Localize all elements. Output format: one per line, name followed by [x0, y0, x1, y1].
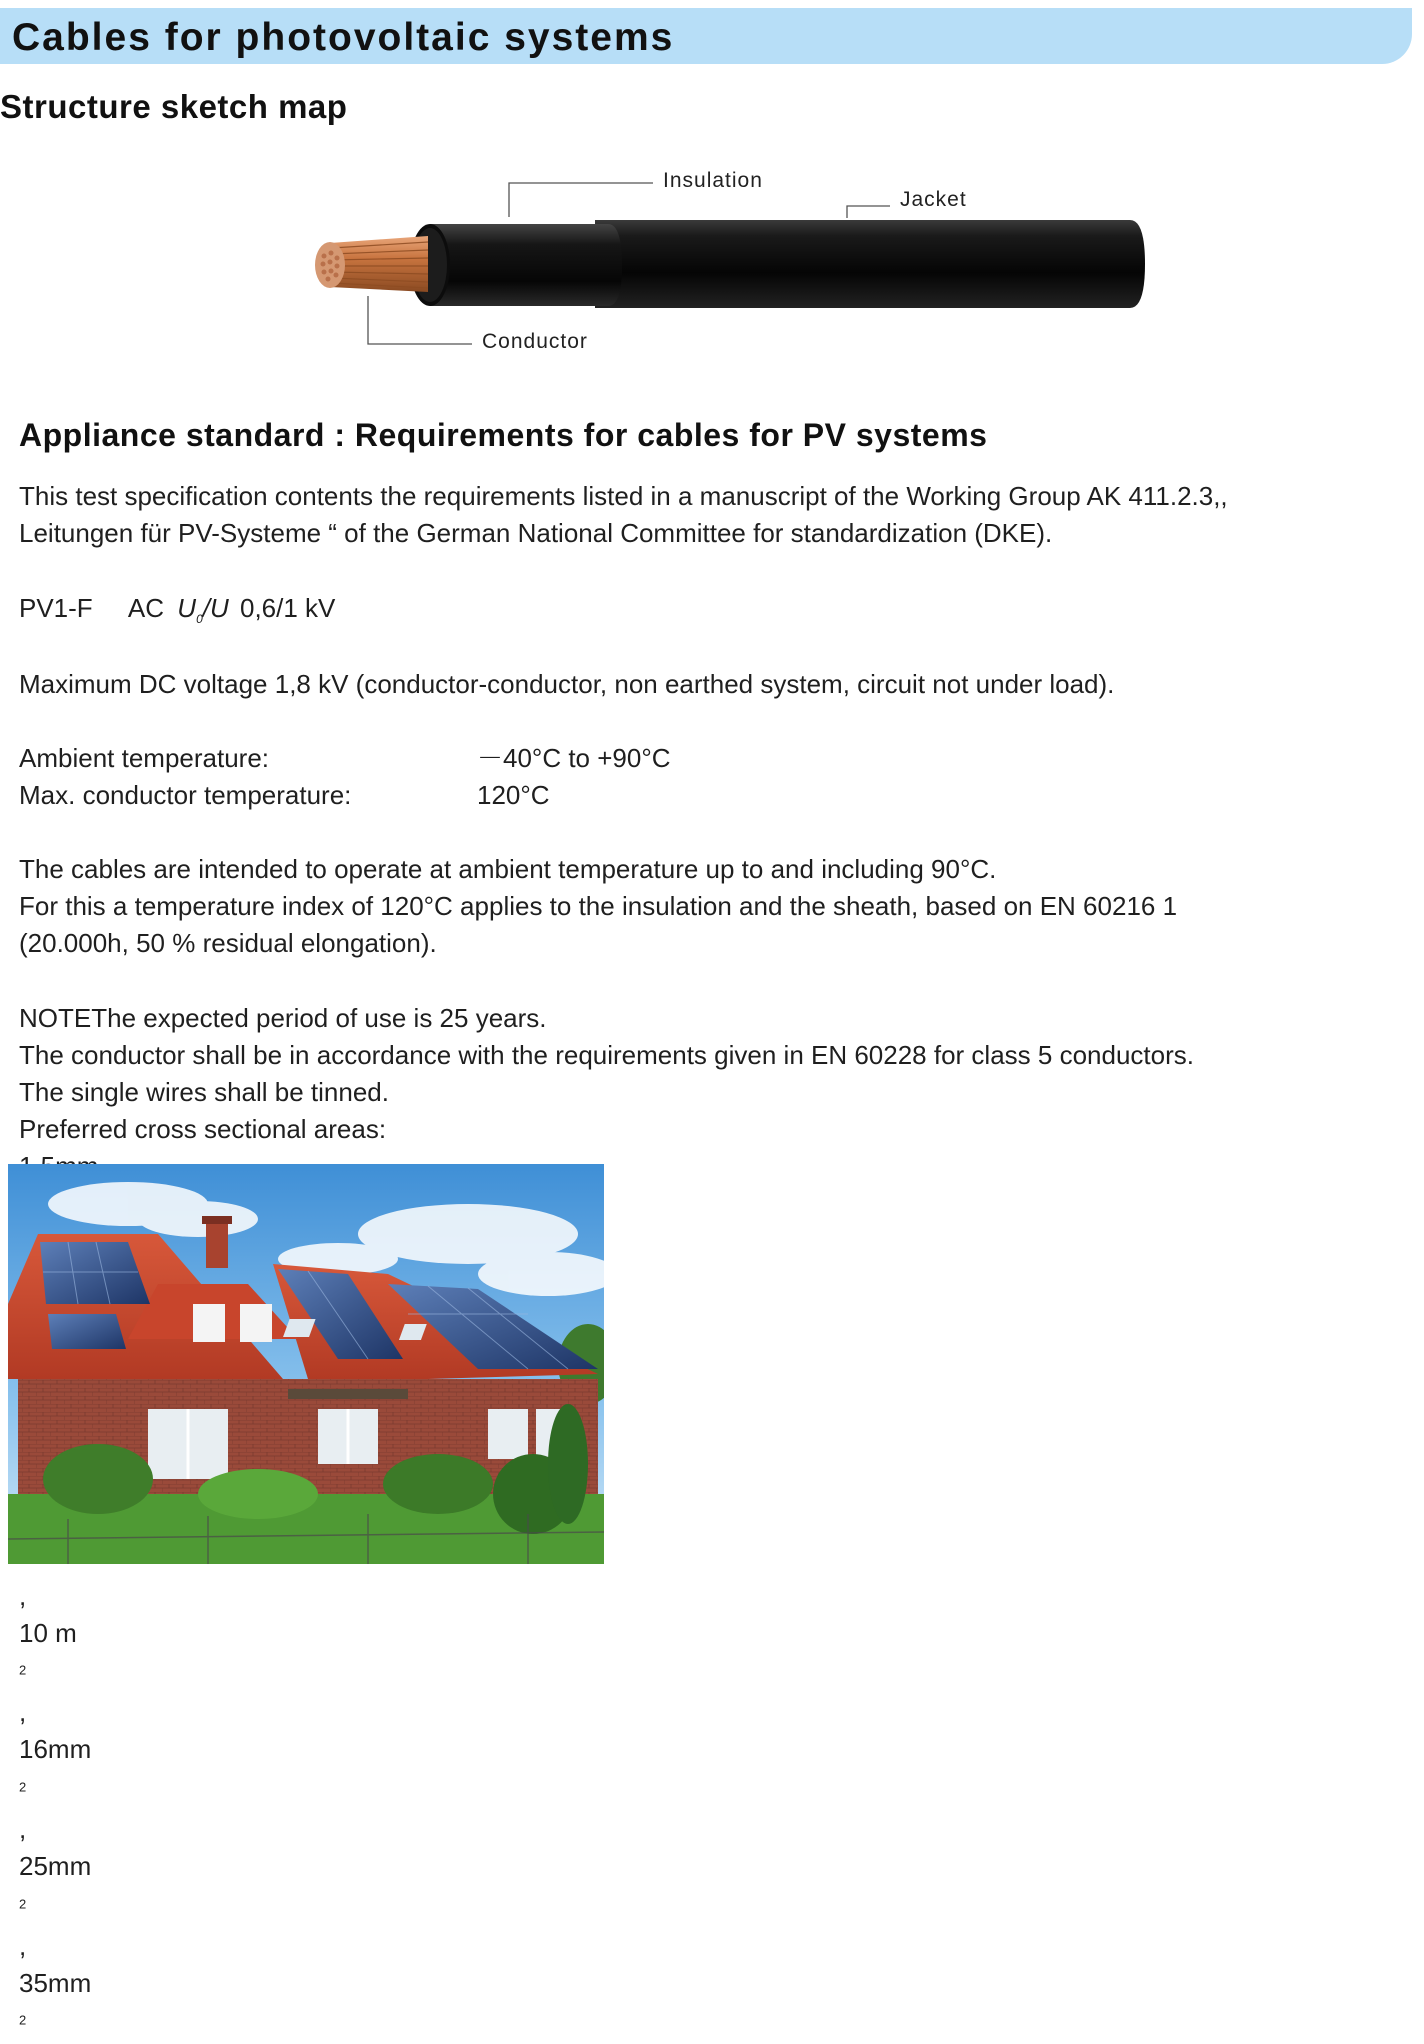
area-superscript: 2	[19, 1895, 27, 1911]
ambient-temperature-row	[19, 740, 671, 777]
jacket-shape	[595, 220, 1145, 308]
cable-type: PV1-F	[19, 593, 93, 623]
conductor-label: Conductor	[482, 330, 588, 353]
ambient-temperature-label: Ambient temperature:	[19, 743, 270, 773]
structure-title: Structure sketch map	[0, 88, 348, 125]
area-value: 16mm	[19, 1734, 92, 1765]
conductor-temperature-row	[19, 777, 550, 814]
solar-house-photo	[8, 1164, 604, 1564]
intro-paragraph	[19, 478, 1228, 552]
conductor-end	[315, 242, 345, 288]
jacket-leader-line	[847, 206, 890, 218]
max-dc-voltage: Maximum DC voltage 1,8 kV (conductor-conductor, non earthed system, circuit not under load).	[19, 669, 1115, 699]
ac-prefix: AC	[127, 593, 165, 623]
jacket-label: Jacket	[900, 188, 967, 211]
note-line: The single wires shall be tinned.	[19, 1077, 389, 1107]
operation-line: For this a temperature index of 120°C applies to the insulation and the sheath, based on EN 60216 1	[19, 891, 1178, 921]
voltage-rating	[19, 590, 335, 638]
operation-line: The cables are intended to operate at ambient temperature up to and including 90°C.	[19, 854, 997, 884]
note-line: The conductor shall be in accordance with the requirements given in EN 60228 for class 5 conductors.	[19, 1040, 1194, 1070]
u0-subscript: 0	[196, 612, 203, 627]
voltage-value: 0,6/1 kV	[239, 593, 336, 623]
cable-structure-diagram	[290, 160, 1170, 370]
area-value: 10 m	[19, 1617, 77, 1648]
area-value: 35mm	[19, 1967, 92, 1998]
area-value: 25mm	[19, 1850, 92, 1881]
operation-line: (20.000h, 50 % residual elongation).	[19, 928, 437, 958]
area-separator: ,	[19, 1930, 27, 1961]
area-separator: ,	[19, 1697, 27, 1728]
note-line: NOTEThe expected period of use is 25 years.	[19, 1003, 547, 1033]
area-superscript: 2	[19, 1779, 27, 1795]
insulation-shape	[430, 224, 622, 306]
area-superscript: 2	[19, 2012, 27, 2028]
header-banner	[0, 8, 1412, 64]
standard-title: Appliance standard : Requirements for cables for PV systems	[19, 417, 988, 453]
intro-line: This test specification contents the requirements listed in a manuscript of the Working Group AK 411.2.3,,	[19, 481, 1228, 511]
intro-line: Leitungen für PV-Systeme “ of the German National Committee for standardization (DKE).	[19, 518, 1053, 548]
ambient-temperature-value: －40°C to +90°C	[477, 743, 671, 773]
areas-label: Preferred cross sectional areas:	[19, 1114, 387, 1144]
insulation-leader-line	[509, 183, 653, 217]
operation-paragraph	[19, 851, 1177, 962]
u-symbol: /U	[202, 593, 229, 623]
conductor-temperature-value: 120°C	[477, 780, 550, 810]
house-illustration	[8, 1164, 604, 1564]
u0-symbol: U	[177, 593, 197, 623]
area-superscript: 2	[19, 1662, 27, 1678]
area-separator: ,	[19, 1813, 27, 1844]
page-title: Cables for photovoltaic systems	[12, 16, 675, 59]
insulation-label: Insulation	[663, 169, 763, 192]
area-separator: ,	[19, 1580, 27, 1611]
conductor-temperature-label: Max. conductor temperature:	[19, 780, 352, 810]
